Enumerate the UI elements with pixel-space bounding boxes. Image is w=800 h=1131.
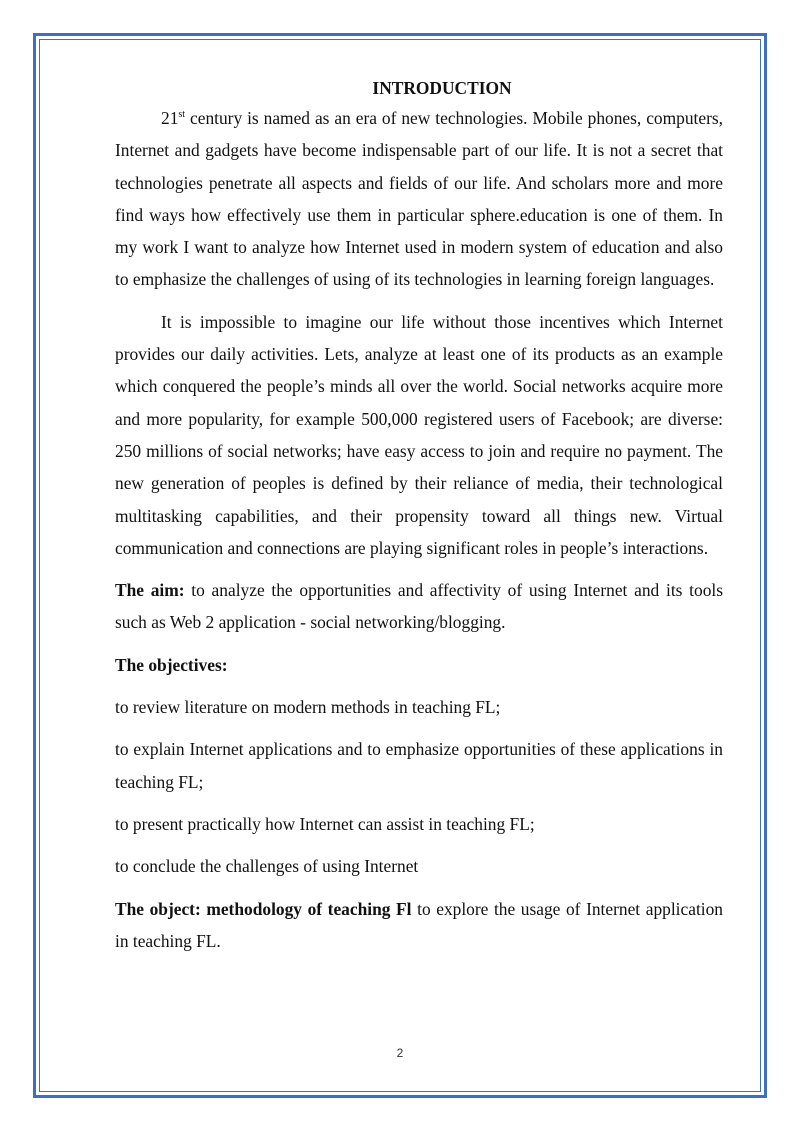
aim-text: to analyze the opportunities and affectivity of using Internet and its tools such as Web 2 application - social networking/blogging. (115, 580, 723, 633)
objective-item: to present practically how Internet can assist in teaching FL; (115, 813, 535, 834)
intro-paragraph (115, 102, 723, 296)
objectives-label: The objectives: (115, 654, 228, 675)
intro-text: century is named as an era of new technologies. Mobile phones, computers, Internet and gadgets have become indispensable part of our life. It is not a secret that technologies penetrate all aspects and fields of our life. And scholars more and more find ways how effectively use them in particular sphere.education is one of them. In my work I want to analyze how Internet used in modern system of education and also to emphasize the challenges of using of its technologies in learning foreign languages. (115, 108, 723, 290)
objective-item: to conclude the challenges of using Internet (115, 856, 419, 877)
internet-paragraph: It is impossible to imagine our life without those incentives which Internet provides our daily activities. Lets, analyze at least one of its products as an example which conquered the people’s minds all over the world. Social networks acquire more and more popularity, for example 500,000 registered users of Facebook; are diverse: 250 millions of social networks; have easy access to join and require no payment. The new generation of peoples is defined by their reliance of media, their technological multitasking capabilities, and their propensity toward all things new. Virtual communication and connections are playing significant roles in people’s interactions. (115, 311, 723, 558)
page-content (115, 70, 723, 957)
objective-item: to explain Internet applications and to emphasize opportunities of these applications in teaching FL; (115, 739, 723, 792)
page-number: 2 (396, 1046, 404, 1060)
century-suffix: st (178, 109, 186, 121)
objectives-heading (115, 649, 723, 681)
aim-label: The aim: (115, 580, 185, 601)
object-label: The object: methodology of teaching Fl (115, 898, 412, 919)
section-heading: INTRODUCTION (372, 78, 512, 98)
objective-item: to review literature on modern methods in teaching FL; (115, 697, 501, 718)
century-number: 21 (161, 108, 179, 128)
object-paragraph (115, 893, 723, 958)
object-text: to explore the usage of Internet application in teaching FL. (115, 898, 723, 951)
aim-paragraph (115, 574, 723, 639)
